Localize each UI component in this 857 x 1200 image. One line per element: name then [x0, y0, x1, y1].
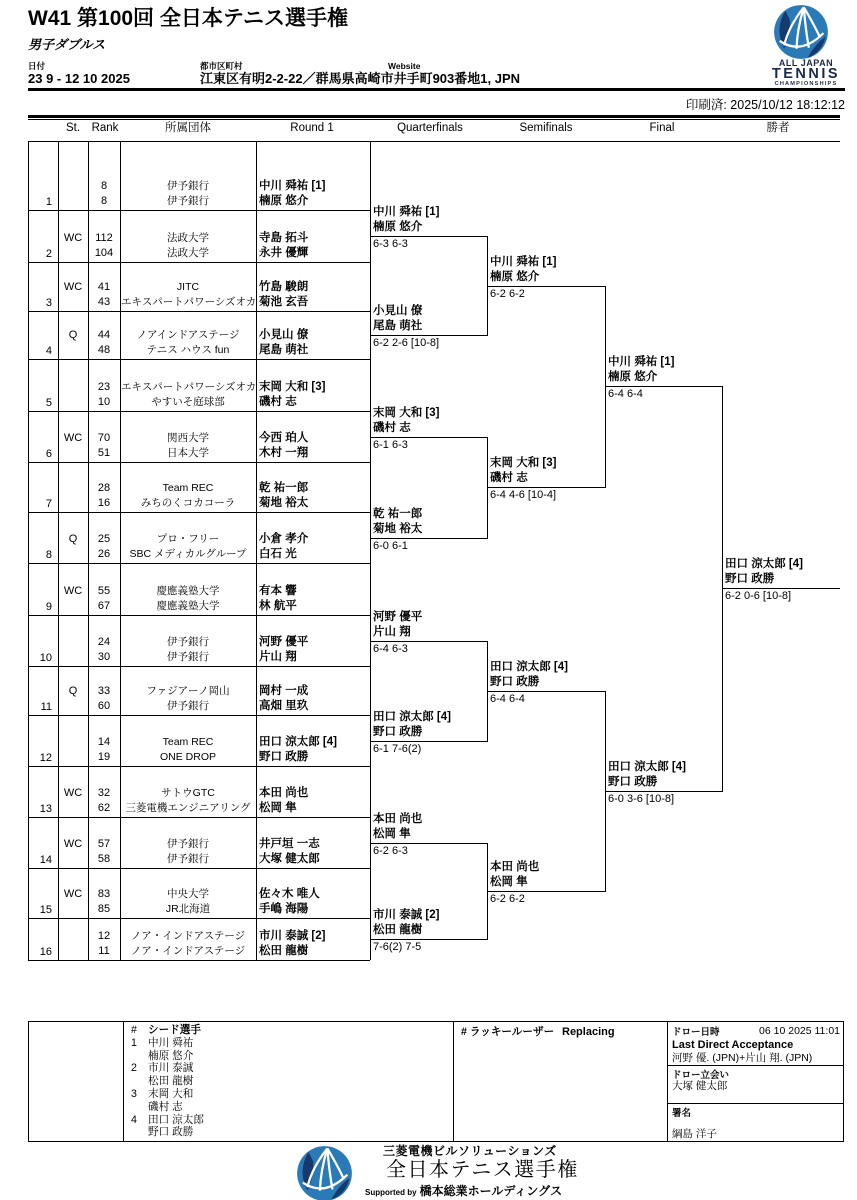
- entry-club: 三菱電機エンジニアリング: [125, 802, 251, 814]
- bracket-connector: [722, 386, 723, 792]
- entry-rank: 58: [97, 853, 111, 865]
- table-top-rule: [28, 115, 840, 118]
- draw-witness-value: 大塚 健太郎: [672, 1080, 728, 1092]
- entry-rank: 10: [97, 396, 111, 408]
- player-name: 高畑 里玖: [259, 700, 309, 712]
- column-header: Round 1: [290, 122, 334, 134]
- entry-club: 伊予銀行: [167, 838, 209, 850]
- entry-club: Team REC: [162, 482, 214, 494]
- bracket-entry-line: [28, 512, 370, 513]
- match-score: 6-4 4-6 [10-4]: [490, 489, 557, 501]
- player-name: 手嶋 海陽: [259, 903, 309, 915]
- entry-rank: 70: [97, 432, 111, 444]
- entry-number: 8: [45, 549, 52, 561]
- entry-number: 13: [39, 803, 52, 815]
- player-name: 今西 珀人: [259, 432, 309, 444]
- entry-number: 4: [45, 345, 52, 357]
- entry-rank: 85: [97, 903, 111, 915]
- entry-club: テニス ハウス fun: [146, 344, 230, 356]
- footer-supported-prefix: Supported by: [365, 1188, 417, 1197]
- entry-club: エキスパートパワーシズオカ: [121, 296, 257, 308]
- team-name: 乾 祐一郎: [373, 508, 423, 520]
- entry-status: Q: [68, 533, 78, 545]
- player-name: 大塚 健太郎: [259, 853, 320, 865]
- match-score: 6-4 6-3: [373, 643, 408, 655]
- player-name: 野口 政勝: [259, 751, 309, 763]
- entry-rank: 33: [97, 685, 111, 697]
- footer-supported-by: 橋本総業ホールディングス: [419, 1184, 563, 1198]
- bracket-connector: [605, 286, 606, 488]
- team-name: 末岡 大和 [3]: [490, 457, 557, 469]
- player-name: 乾 祐一郎: [259, 482, 309, 494]
- seed-row: [131, 1050, 204, 1063]
- seed-player: 磯村 志: [148, 1100, 183, 1113]
- entry-club: 伊予銀行: [167, 853, 209, 865]
- player-name: 本田 尚也: [259, 787, 309, 799]
- team-name: 末岡 大和 [3]: [373, 407, 440, 419]
- player-name: 永井 優輝: [259, 247, 309, 259]
- date-label: 日付: [28, 61, 46, 71]
- team-name: 野口 政勝: [725, 573, 775, 585]
- entry-rank: 25: [97, 533, 111, 545]
- entry-club: JR北海道: [165, 903, 211, 915]
- entry-number: 6: [45, 448, 52, 460]
- entry-number: 15: [39, 904, 52, 916]
- page-title: W41 第100回 全日本テニス選手権: [28, 7, 349, 30]
- team-name: 本田 尚也: [373, 813, 423, 825]
- seed-row: [131, 1088, 204, 1101]
- bracket-entry-line: [28, 666, 370, 667]
- entry-rank: 8: [100, 180, 108, 192]
- bracket-entry-line: [28, 311, 370, 312]
- table-header-rule: [28, 141, 840, 142]
- entry-club: 法政大学: [167, 232, 209, 244]
- seed-player: 中川 舜祐: [148, 1036, 194, 1049]
- bracket-entry-line: [28, 563, 370, 564]
- bracket-entry-line: [28, 210, 370, 211]
- team-name: 田口 涼太郎 [4]: [725, 558, 803, 570]
- match-score: 6-1 7-6(2): [373, 743, 422, 755]
- entry-rank: 19: [97, 751, 111, 763]
- logo-line3: CHAMPIONSHIPS: [774, 81, 838, 87]
- team-name: 磯村 志: [490, 472, 528, 484]
- entry-club: ファジアーノ岡山: [146, 685, 230, 697]
- city-value: 江東区有明2-2-22／群馬県高崎市井手町903番地1, JPN: [200, 71, 521, 86]
- column-header: St.: [65, 122, 81, 134]
- column-header: Quarterfinals: [397, 122, 463, 134]
- column-header: 勝者: [766, 122, 790, 134]
- entry-rank: 8: [100, 195, 108, 207]
- lucky-hash: #: [461, 1026, 467, 1038]
- team-name: 田口 涼太郎 [4]: [490, 661, 568, 673]
- entry-club: 伊予銀行: [167, 636, 209, 648]
- bracket-entry-line: [28, 715, 370, 716]
- player-name: 片山 翔: [259, 651, 297, 663]
- bracket-entry-line: [28, 918, 370, 919]
- entry-number: 9: [45, 601, 52, 613]
- entry-rank: 12: [97, 930, 111, 942]
- player-name: 竹島 駿朗: [259, 281, 309, 293]
- team-name: 松田 龍樹: [373, 924, 423, 936]
- column-header: 所属団体: [165, 122, 211, 134]
- entry-number: 3: [45, 297, 52, 309]
- player-name: 林 航平: [259, 600, 297, 612]
- bracket-entry-line: [28, 868, 370, 869]
- seed-player: 松田 龍樹: [148, 1075, 194, 1088]
- entry-status: Q: [68, 685, 78, 697]
- team-name: 松岡 隼: [490, 876, 528, 888]
- draw-datetime-value: 06 10 2025 11:01: [759, 1025, 840, 1037]
- bracket-entry-line: [28, 411, 370, 412]
- entry-number: 7: [45, 498, 52, 510]
- match-score: 6-2 6-3: [373, 845, 408, 857]
- entry-club: SBC メディカルグループ: [129, 548, 247, 560]
- team-name: 野口 政勝: [490, 676, 540, 688]
- player-name: 尾島 萌社: [259, 344, 309, 356]
- footer-sponsor: 三菱電機ビルソリューションズ: [383, 1144, 557, 1158]
- seed-player: 末岡 大和: [148, 1087, 194, 1100]
- player-name: 末岡 大和 [3]: [259, 381, 326, 393]
- entry-club: Team REC: [162, 736, 214, 748]
- team-name: 楠原 悠介: [490, 271, 540, 283]
- entry-club: 伊予銀行: [167, 700, 209, 712]
- player-name: 佐々木 唯人: [259, 888, 320, 900]
- column-header: Final: [649, 122, 675, 134]
- bracket-entry-line: [28, 766, 370, 767]
- seed-list-header: [131, 1024, 204, 1037]
- draw-datetime-label: ドロー日時: [672, 1027, 720, 1038]
- entry-rank: 28: [97, 482, 111, 494]
- entry-status: Q: [68, 329, 78, 341]
- player-name: 中川 舜祐 [1]: [259, 180, 326, 192]
- entry-rank: 26: [97, 548, 111, 560]
- bracket-connector: [487, 437, 488, 539]
- entry-rank: 24: [97, 636, 111, 648]
- logo-line2: TENNIS: [771, 66, 841, 82]
- seed-no: 3: [131, 1087, 137, 1100]
- draw-witness-label: ドロー立会い: [672, 1070, 730, 1081]
- seed-row: [131, 1062, 204, 1075]
- bottom-divider-1: [123, 1021, 124, 1142]
- signature-value: 綱島 洋子: [672, 1128, 717, 1140]
- entry-club: 中央大学: [167, 888, 209, 900]
- bottom-divider-3: [667, 1021, 668, 1142]
- match-score: 7-6(2) 7-5: [373, 941, 422, 953]
- match-score: 6-2 6-2: [490, 893, 525, 905]
- seed-row: [131, 1101, 204, 1114]
- team-name: 楠原 悠介: [373, 221, 423, 233]
- entry-club: ONE DROP: [159, 751, 216, 763]
- last-direct-acceptance-value: 河野 優. (JPN)+片山 翔. (JPN): [672, 1052, 813, 1064]
- entry-rank: 11: [98, 945, 110, 957]
- seed-no: 2: [131, 1062, 137, 1075]
- signature-label: 署名: [672, 1108, 692, 1119]
- entry-club: プロ・フリー: [156, 533, 220, 545]
- player-name: 磯村 志: [259, 396, 297, 408]
- player-name: 小見山 僚: [259, 329, 309, 341]
- team-name: 本田 尚也: [490, 861, 540, 873]
- player-name: 菊地 裕太: [259, 497, 309, 509]
- player-name: 白石 光: [259, 548, 297, 560]
- player-name: 松田 龍樹: [259, 945, 309, 957]
- city-label: 都市区町村: [200, 61, 243, 71]
- seed-player: 市川 泰誠: [148, 1062, 194, 1075]
- team-name: 野口 政勝: [608, 776, 658, 788]
- entry-rank: 51: [97, 447, 111, 459]
- entry-rank: 16: [97, 497, 111, 509]
- website-label: Website: [388, 61, 421, 71]
- entry-rank: 60: [97, 700, 111, 712]
- match-score: 6-4 6-4: [608, 388, 643, 400]
- entry-club: 伊予銀行: [167, 180, 209, 192]
- entry-status: WC: [63, 432, 83, 444]
- entry-rank: 30: [97, 651, 111, 663]
- entry-club: JITC: [176, 281, 200, 293]
- entry-club: 慶應義塾大学: [156, 600, 220, 612]
- entry-number: 5: [45, 397, 52, 409]
- lucky-replacing-label: Replacing: [562, 1026, 615, 1038]
- entry-rank: 23: [97, 381, 111, 393]
- player-name: 井戸垣 一志: [259, 838, 320, 850]
- footer-supported: [365, 1184, 562, 1200]
- bracket-entry-line: [28, 262, 370, 263]
- lucky-loser-header: [461, 1025, 554, 1040]
- entry-status: WC: [63, 838, 83, 850]
- seed-row: [131, 1075, 204, 1088]
- entry-status: WC: [63, 585, 83, 597]
- player-name: 木村 一翔: [259, 447, 309, 459]
- team-name: 中川 舜祐 [1]: [608, 356, 675, 368]
- match-score: 6-2 6-2: [490, 288, 525, 300]
- match-score: 6-2 2-6 [10-8]: [373, 337, 440, 349]
- last-direct-acceptance-label: Last Direct Acceptance: [672, 1039, 794, 1051]
- printed-timestamp: 印刷済: 2025/10/12 18:12:12: [685, 98, 845, 112]
- entry-number: 11: [40, 701, 52, 713]
- entry-rank: 67: [97, 600, 111, 612]
- team-name: 松岡 隼: [373, 828, 411, 840]
- player-name: 有本 響: [259, 585, 297, 597]
- entry-rank: 104: [94, 247, 114, 259]
- player-name: 田口 涼太郎 [4]: [259, 736, 337, 748]
- match-score: 6-0 3-6 [10-8]: [608, 793, 675, 805]
- entry-rank: 43: [97, 296, 111, 308]
- entry-club: 伊予銀行: [167, 195, 209, 207]
- bracket-entry-line: [28, 462, 370, 463]
- column-header: Semifinals: [519, 122, 573, 134]
- seed-row: [131, 1114, 204, 1127]
- footer-event-name: 全日本テニス選手権: [386, 1159, 579, 1181]
- entry-status: WC: [63, 232, 83, 244]
- team-name: 片山 翔: [373, 626, 411, 638]
- footer-tennis-logo-icon: [296, 1145, 353, 1200]
- entry-club: みちのくコカコーラ: [140, 497, 236, 509]
- player-name: 河野 優平: [259, 636, 309, 648]
- date-value: 23 9 - 12 10 2025: [28, 71, 130, 86]
- team-name: 野口 政勝: [373, 726, 423, 738]
- entry-rank: 57: [97, 838, 111, 850]
- table-top-rule2: [28, 119, 840, 120]
- match-score: 6-0 6-1: [373, 540, 408, 552]
- player-name: 楠原 悠介: [259, 195, 309, 207]
- player-name: 菊池 玄吾: [259, 296, 309, 308]
- match-score: 6-3 6-3: [373, 238, 408, 250]
- seed-row: [131, 1126, 204, 1139]
- entry-status: WC: [63, 787, 83, 799]
- team-name: 中川 舜祐 [1]: [373, 206, 440, 218]
- team-name: 市川 泰誠 [2]: [373, 909, 440, 921]
- entry-number: 10: [39, 652, 52, 664]
- player-name: 岡村 一成: [259, 685, 309, 697]
- entry-number: 16: [39, 946, 52, 958]
- match-score: 6-4 6-4: [490, 693, 525, 705]
- entry-club: 法政大学: [167, 247, 209, 259]
- entry-club: サトウGTC: [161, 787, 215, 799]
- entry-rank: 112: [95, 232, 113, 244]
- header-rule: [28, 88, 845, 91]
- entry-club: やすいそ庭球部: [151, 396, 225, 408]
- entry-rank: 41: [97, 281, 111, 293]
- entry-club: 伊予銀行: [167, 651, 209, 663]
- bracket-entry-line: [28, 817, 370, 818]
- team-name: 楠原 悠介: [608, 371, 658, 383]
- entry-status: WC: [63, 888, 83, 900]
- seed-row: [131, 1037, 204, 1050]
- entry-rank: 32: [97, 787, 111, 799]
- column-header: Rank: [91, 122, 119, 134]
- info-divider-2: [667, 1103, 844, 1104]
- seed-hash: #: [131, 1024, 137, 1036]
- match-score: 6-1 6-3: [373, 439, 408, 451]
- entry-club: 関西大学: [167, 432, 209, 444]
- team-name: 小見山 僚: [373, 305, 423, 317]
- player-name: 小倉 孝介: [259, 533, 309, 545]
- entry-rank: 14: [97, 736, 111, 748]
- entry-club: エキスパートパワーシズオカ: [121, 381, 257, 393]
- column-divider: [256, 141, 257, 960]
- match-score: 6-2 0-6 [10-8]: [725, 590, 792, 602]
- player-name: 市川 泰誠 [2]: [259, 930, 326, 942]
- bracket-entry-line: [28, 960, 370, 961]
- player-name: 寺島 拓斗: [259, 232, 309, 244]
- team-name: 尾島 萌社: [373, 320, 423, 332]
- seed-no: 1: [131, 1036, 137, 1049]
- entry-number: 14: [39, 854, 52, 866]
- seed-no: 4: [131, 1113, 137, 1126]
- logo-line1: ALL JAPAN: [778, 58, 834, 68]
- entry-rank: 55: [97, 585, 111, 597]
- all-japan-tennis-logo-icon: [773, 4, 829, 60]
- column-divider: [28, 141, 29, 960]
- player-name: 松岡 隼: [259, 802, 297, 814]
- entry-club: ノアインドアステージ: [136, 329, 240, 341]
- column-divider: [370, 141, 371, 960]
- team-name: 中川 舜祐 [1]: [490, 256, 557, 268]
- entry-club: 慶應義塾大学: [156, 585, 220, 597]
- entry-rank: 62: [97, 802, 111, 814]
- entry-number: 2: [45, 248, 52, 260]
- event-category: 男子ダブルス: [28, 37, 106, 52]
- entry-number: 1: [45, 196, 52, 208]
- bracket-entry-line: [28, 615, 370, 616]
- team-name: 田口 涼太郎 [4]: [608, 761, 686, 773]
- entry-number: 12: [39, 752, 52, 764]
- entry-status: WC: [63, 281, 83, 293]
- team-name: 菊地 裕太: [373, 523, 423, 535]
- seed-player: 野口 政勝: [148, 1126, 194, 1139]
- lucky-label: ラッキールーザー: [469, 1026, 555, 1038]
- team-name: 田口 涼太郎 [4]: [373, 711, 451, 723]
- bottom-divider-2: [453, 1021, 454, 1142]
- entry-rank: 83: [97, 888, 111, 900]
- team-name: 磯村 志: [373, 422, 411, 434]
- seed-player: 楠原 悠介: [148, 1049, 194, 1062]
- entry-rank: 44: [97, 329, 111, 341]
- entry-club: ノア・インドアステージ: [130, 945, 246, 957]
- entry-rank: 48: [97, 344, 111, 356]
- seed-list: [131, 1024, 204, 1139]
- seed-player: 田口 涼太郎: [148, 1113, 204, 1126]
- entry-club: ノア・インドアステージ: [130, 930, 246, 942]
- bracket-entry-line: [28, 359, 370, 360]
- entry-club: 日本大学: [167, 447, 209, 459]
- seed-list-title: シード選手: [148, 1024, 201, 1036]
- team-name: 河野 優平: [373, 611, 423, 623]
